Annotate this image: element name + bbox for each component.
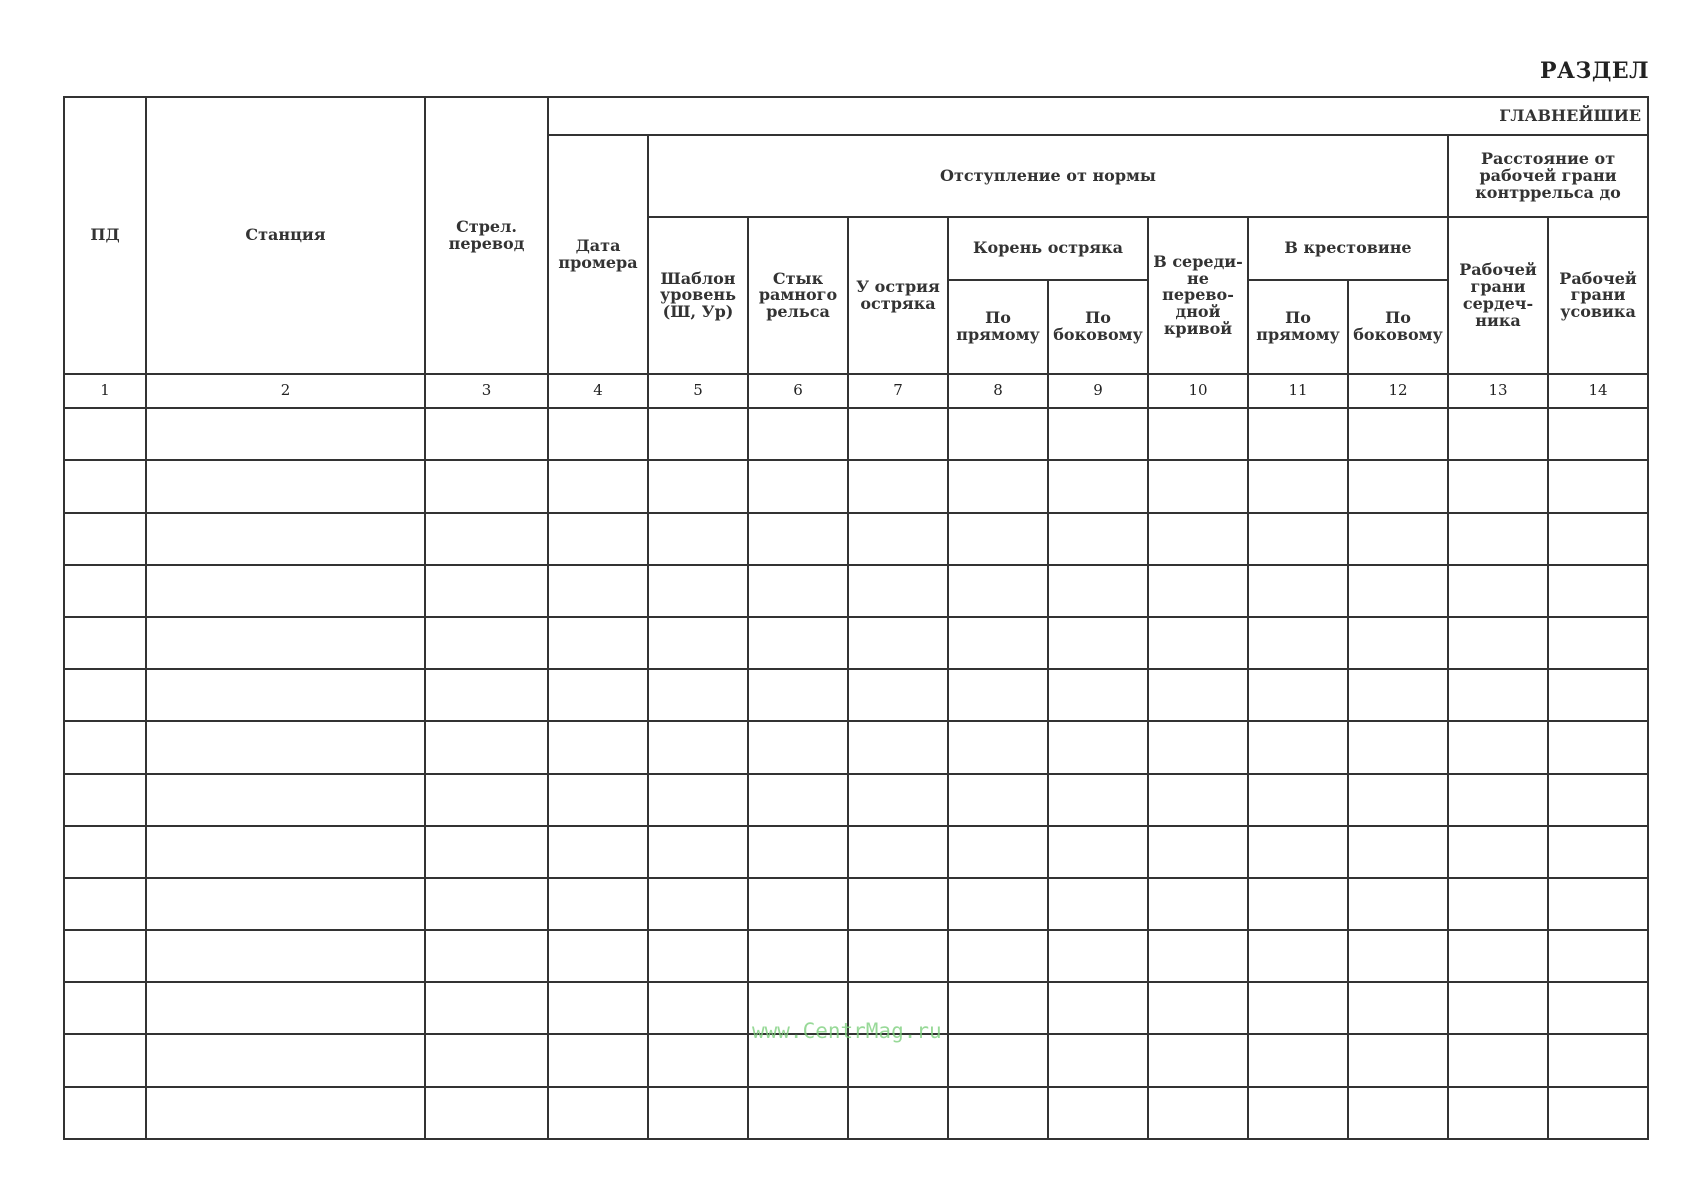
- table-cell[interactable]: [548, 617, 648, 669]
- header-root-side: По боковому: [1048, 280, 1148, 374]
- table-cell[interactable]: [548, 1087, 648, 1139]
- table-cell[interactable]: [748, 513, 848, 565]
- table-cell[interactable]: [1048, 878, 1148, 930]
- table-cell[interactable]: [848, 930, 948, 982]
- table-cell[interactable]: [1448, 774, 1548, 826]
- table-cell[interactable]: [425, 513, 548, 565]
- table-cell[interactable]: [64, 460, 146, 512]
- table-cell[interactable]: [1248, 774, 1348, 826]
- table-cell[interactable]: [848, 878, 948, 930]
- table-cell[interactable]: [64, 1087, 146, 1139]
- table-cell[interactable]: [1148, 774, 1248, 826]
- table-cell[interactable]: [648, 982, 748, 1034]
- table-cell[interactable]: [1448, 930, 1548, 982]
- header-wing-face: Рабочей грани усовика: [1548, 217, 1648, 374]
- table-cell[interactable]: [1248, 408, 1348, 460]
- header-gauge: Шаблон уровень (Ш, Ур): [648, 217, 748, 374]
- table-cell[interactable]: [146, 774, 425, 826]
- table-cell[interactable]: [648, 721, 748, 773]
- watermark: www.CentrMag.ru: [752, 1019, 942, 1043]
- table-cell[interactable]: [1248, 460, 1348, 512]
- table-cell[interactable]: [1248, 721, 1348, 773]
- table-cell[interactable]: [1548, 408, 1648, 460]
- table-cell[interactable]: [425, 408, 548, 460]
- table-cell[interactable]: [1548, 460, 1648, 512]
- table-cell[interactable]: [948, 460, 1048, 512]
- table-cell[interactable]: [848, 460, 948, 512]
- table-cell[interactable]: [1148, 982, 1248, 1034]
- column-number: 2: [146, 374, 425, 408]
- table-cell[interactable]: [948, 408, 1048, 460]
- table-row: [64, 617, 1648, 669]
- table-cell[interactable]: [1448, 982, 1548, 1034]
- table-cell[interactable]: [1048, 1034, 1148, 1086]
- column-number: 12: [1348, 374, 1448, 408]
- table-cell[interactable]: [548, 930, 648, 982]
- table-cell[interactable]: [64, 1034, 146, 1086]
- header-date: Дата промера: [548, 135, 648, 374]
- table-cell[interactable]: [1448, 826, 1548, 878]
- table-cell[interactable]: [848, 1087, 948, 1139]
- table-cell[interactable]: [1348, 774, 1448, 826]
- table-cell[interactable]: [64, 878, 146, 930]
- table-row: [64, 460, 1648, 512]
- table-cell[interactable]: [948, 617, 1048, 669]
- column-number: 8: [948, 374, 1048, 408]
- table-cell[interactable]: [1048, 408, 1148, 460]
- table-cell[interactable]: [548, 721, 648, 773]
- column-number: 1: [64, 374, 146, 408]
- table-cell[interactable]: [848, 565, 948, 617]
- table-cell[interactable]: [848, 721, 948, 773]
- header-tip: У острия остряка: [848, 217, 948, 374]
- table-cell[interactable]: [1448, 721, 1548, 773]
- table-cell[interactable]: [425, 982, 548, 1034]
- table-row: [64, 565, 1648, 617]
- table-cell[interactable]: [848, 826, 948, 878]
- table-cell[interactable]: [1548, 617, 1648, 669]
- table-cell[interactable]: [1348, 1087, 1448, 1139]
- table-cell[interactable]: [425, 878, 548, 930]
- table-cell[interactable]: [548, 1034, 648, 1086]
- table-cell[interactable]: [1548, 721, 1648, 773]
- table-cell[interactable]: [64, 513, 146, 565]
- table-cell[interactable]: [548, 565, 648, 617]
- table-cell[interactable]: [1148, 669, 1248, 721]
- table-cell[interactable]: [1548, 878, 1648, 930]
- table-cell[interactable]: [1548, 982, 1648, 1034]
- table-cell[interactable]: [146, 930, 425, 982]
- table-cell[interactable]: [848, 774, 948, 826]
- column-number: 5: [648, 374, 748, 408]
- table-cell[interactable]: [748, 721, 848, 773]
- table-cell[interactable]: [1148, 1087, 1248, 1139]
- table-cell[interactable]: [146, 878, 425, 930]
- column-number: 4: [548, 374, 648, 408]
- table-cell[interactable]: [748, 826, 848, 878]
- table-cell[interactable]: [948, 930, 1048, 982]
- table-cell[interactable]: [1348, 460, 1448, 512]
- table-cell[interactable]: [425, 669, 548, 721]
- table-cell[interactable]: [64, 982, 146, 1034]
- table-cell[interactable]: [748, 669, 848, 721]
- table-cell[interactable]: [648, 1087, 748, 1139]
- inspection-form-table: [63, 96, 1649, 1140]
- table-cell[interactable]: [1248, 513, 1348, 565]
- table-cell[interactable]: [948, 774, 1048, 826]
- table-cell[interactable]: [1348, 878, 1448, 930]
- header-switch: Стрел. перевод: [425, 97, 548, 374]
- table-cell[interactable]: [948, 721, 1048, 773]
- table-cell[interactable]: [1148, 617, 1248, 669]
- table-cell[interactable]: [1148, 721, 1248, 773]
- header-middle: В середи- не перево- дной кривой: [1148, 217, 1248, 374]
- table-cell[interactable]: [1548, 826, 1648, 878]
- table-cell[interactable]: [948, 826, 1048, 878]
- table-cell[interactable]: [425, 930, 548, 982]
- table-cell[interactable]: [748, 930, 848, 982]
- table-cell[interactable]: [1548, 513, 1648, 565]
- table-cell[interactable]: [1348, 1034, 1448, 1086]
- table-row: [64, 1087, 1648, 1139]
- table-row: [64, 513, 1648, 565]
- table-cell[interactable]: [1348, 826, 1448, 878]
- table-cell[interactable]: [748, 617, 848, 669]
- table-cell[interactable]: [146, 826, 425, 878]
- table-cell[interactable]: [64, 774, 146, 826]
- table-cell[interactable]: [64, 826, 146, 878]
- table-cell[interactable]: [548, 878, 648, 930]
- column-number: 10: [1148, 374, 1248, 408]
- table-cell[interactable]: [1048, 826, 1148, 878]
- header-root-group: Корень остряка: [948, 217, 1148, 279]
- table-cell[interactable]: [948, 878, 1048, 930]
- table-cell[interactable]: [146, 1087, 425, 1139]
- table-row: [64, 408, 1648, 460]
- table-row: [64, 930, 1648, 982]
- table-cell[interactable]: [1048, 617, 1148, 669]
- table-cell[interactable]: [425, 1087, 548, 1139]
- table-cell[interactable]: [1148, 513, 1248, 565]
- header-distance-group: Расстояние от рабочей грани контррельса до: [1448, 135, 1648, 217]
- table-cell[interactable]: [1248, 565, 1348, 617]
- table-cell[interactable]: [648, 460, 748, 512]
- table-cell[interactable]: [146, 1034, 425, 1086]
- table-cell[interactable]: [1148, 1034, 1248, 1086]
- table-cell[interactable]: [848, 513, 948, 565]
- table-cell[interactable]: [146, 460, 425, 512]
- table-cell[interactable]: [1448, 1087, 1548, 1139]
- table-cell[interactable]: [748, 1087, 848, 1139]
- table-cell[interactable]: [64, 930, 146, 982]
- table-cell[interactable]: [1148, 826, 1248, 878]
- table-cell[interactable]: [1148, 460, 1248, 512]
- table-cell[interactable]: [948, 669, 1048, 721]
- header-root-straight: По прямому: [948, 280, 1048, 374]
- table-cell[interactable]: [1348, 617, 1448, 669]
- table-cell[interactable]: [1548, 1034, 1648, 1086]
- table-cell[interactable]: [1148, 930, 1248, 982]
- table-cell[interactable]: [548, 513, 648, 565]
- table-cell[interactable]: [648, 617, 748, 669]
- table-cell[interactable]: [1448, 878, 1548, 930]
- table-cell[interactable]: [64, 669, 146, 721]
- table-row: [64, 878, 1648, 930]
- table-cell[interactable]: [548, 982, 648, 1034]
- header-banner: ГЛАВНЕЙШИЕ: [548, 97, 1648, 135]
- table-cell[interactable]: [748, 408, 848, 460]
- table-cell[interactable]: [1348, 930, 1448, 982]
- table-row: [64, 774, 1648, 826]
- table-cell[interactable]: [848, 669, 948, 721]
- table-cell[interactable]: [948, 982, 1048, 1034]
- table-cell[interactable]: [1148, 565, 1248, 617]
- table-cell[interactable]: [748, 774, 848, 826]
- table-cell[interactable]: [548, 460, 648, 512]
- column-number-row: [64, 374, 1648, 408]
- table-cell[interactable]: [548, 826, 648, 878]
- table-cell[interactable]: [64, 565, 146, 617]
- table-cell[interactable]: [64, 408, 146, 460]
- table-cell[interactable]: [425, 460, 548, 512]
- table-cell[interactable]: [425, 826, 548, 878]
- table-cell[interactable]: [948, 1087, 1048, 1139]
- table-cell[interactable]: [1148, 878, 1248, 930]
- table-cell[interactable]: [425, 721, 548, 773]
- column-number: 11: [1248, 374, 1348, 408]
- table-cell[interactable]: [1048, 669, 1148, 721]
- table-row: [64, 721, 1648, 773]
- table-cell[interactable]: [648, 1034, 748, 1086]
- column-number: 6: [748, 374, 848, 408]
- table-cell[interactable]: [1048, 982, 1148, 1034]
- table-cell[interactable]: [748, 460, 848, 512]
- table-cell[interactable]: [1448, 460, 1548, 512]
- table-cell[interactable]: [1448, 669, 1548, 721]
- header-core-face: Рабочей грани сердеч- ника: [1448, 217, 1548, 374]
- table-cell[interactable]: [648, 565, 748, 617]
- table-cell[interactable]: [748, 878, 848, 930]
- table-cell[interactable]: [1248, 878, 1348, 930]
- table-cell[interactable]: [64, 721, 146, 773]
- table-cell[interactable]: [1548, 565, 1648, 617]
- table-cell[interactable]: [1248, 826, 1348, 878]
- section-title: РАЗДЕЛ: [1540, 58, 1650, 84]
- header-frog-group: В крестовине: [1248, 217, 1448, 279]
- column-number: 9: [1048, 374, 1148, 408]
- table-cell[interactable]: [1348, 982, 1448, 1034]
- table-cell[interactable]: [548, 774, 648, 826]
- column-number: 7: [848, 374, 948, 408]
- table-cell[interactable]: [1348, 721, 1448, 773]
- header-station: Станция: [146, 97, 425, 374]
- column-number: 14: [1548, 374, 1648, 408]
- table-cell[interactable]: [1348, 513, 1448, 565]
- table-cell[interactable]: [146, 408, 425, 460]
- table-cell[interactable]: [1348, 408, 1448, 460]
- table-cell[interactable]: [648, 408, 748, 460]
- table-cell[interactable]: [548, 408, 648, 460]
- table-cell[interactable]: [848, 617, 948, 669]
- table-cell[interactable]: [1448, 513, 1548, 565]
- table-cell[interactable]: [1248, 669, 1348, 721]
- table-cell[interactable]: [948, 1034, 1048, 1086]
- table-cell[interactable]: [1548, 774, 1648, 826]
- table-cell[interactable]: [1048, 721, 1148, 773]
- table-cell[interactable]: [1048, 460, 1148, 512]
- table-cell[interactable]: [1048, 930, 1148, 982]
- table-cell[interactable]: [648, 669, 748, 721]
- table-cell[interactable]: [1448, 1034, 1548, 1086]
- table-cell[interactable]: [1048, 513, 1148, 565]
- table-cell[interactable]: [1148, 408, 1248, 460]
- table-cell[interactable]: [146, 565, 425, 617]
- table-cell[interactable]: [1448, 408, 1548, 460]
- header-frog-straight: По прямому: [1248, 280, 1348, 374]
- table-cell[interactable]: [146, 617, 425, 669]
- table-cell[interactable]: [146, 669, 425, 721]
- table-cell[interactable]: [1248, 1034, 1348, 1086]
- table-cell[interactable]: [146, 721, 425, 773]
- table-cell[interactable]: [948, 565, 1048, 617]
- header-pd: ПД: [64, 97, 146, 374]
- table-cell[interactable]: [548, 669, 648, 721]
- table-cell[interactable]: [64, 617, 146, 669]
- table-cell[interactable]: [1548, 930, 1648, 982]
- table-cell[interactable]: [1548, 1087, 1648, 1139]
- column-number: 3: [425, 374, 548, 408]
- table-cell[interactable]: [1348, 565, 1448, 617]
- table-cell[interactable]: [1448, 617, 1548, 669]
- table-cell[interactable]: [425, 1034, 548, 1086]
- table-cell[interactable]: [1048, 565, 1148, 617]
- table-cell[interactable]: [1048, 1087, 1148, 1139]
- table-cell[interactable]: [146, 513, 425, 565]
- table-cell[interactable]: [948, 513, 1048, 565]
- table-cell[interactable]: [648, 930, 748, 982]
- table-cell[interactable]: [1248, 617, 1348, 669]
- table-cell[interactable]: [425, 617, 548, 669]
- table-cell[interactable]: [648, 826, 748, 878]
- column-number: 13: [1448, 374, 1548, 408]
- table-cell[interactable]: [748, 565, 848, 617]
- table-cell[interactable]: [1548, 669, 1648, 721]
- table-cell[interactable]: [1248, 982, 1348, 1034]
- table-cell[interactable]: [1248, 930, 1348, 982]
- table-cell[interactable]: [1448, 565, 1548, 617]
- table-cell[interactable]: [146, 982, 425, 1034]
- table-cell[interactable]: [648, 774, 748, 826]
- table-cell[interactable]: [1048, 774, 1148, 826]
- table-cell[interactable]: [425, 565, 548, 617]
- table-cell[interactable]: [848, 408, 948, 460]
- header-joint: Стык рамного рельса: [748, 217, 848, 374]
- table-cell[interactable]: [425, 774, 548, 826]
- table-row: [64, 826, 1648, 878]
- header-deviation-group: Отступление от нормы: [648, 135, 1448, 217]
- table-row: [64, 669, 1648, 721]
- table-cell[interactable]: [648, 878, 748, 930]
- table-cell[interactable]: [648, 513, 748, 565]
- header-frog-side: По боковому: [1348, 280, 1448, 374]
- table-cell[interactable]: [1348, 669, 1448, 721]
- table-cell[interactable]: [1248, 1087, 1348, 1139]
